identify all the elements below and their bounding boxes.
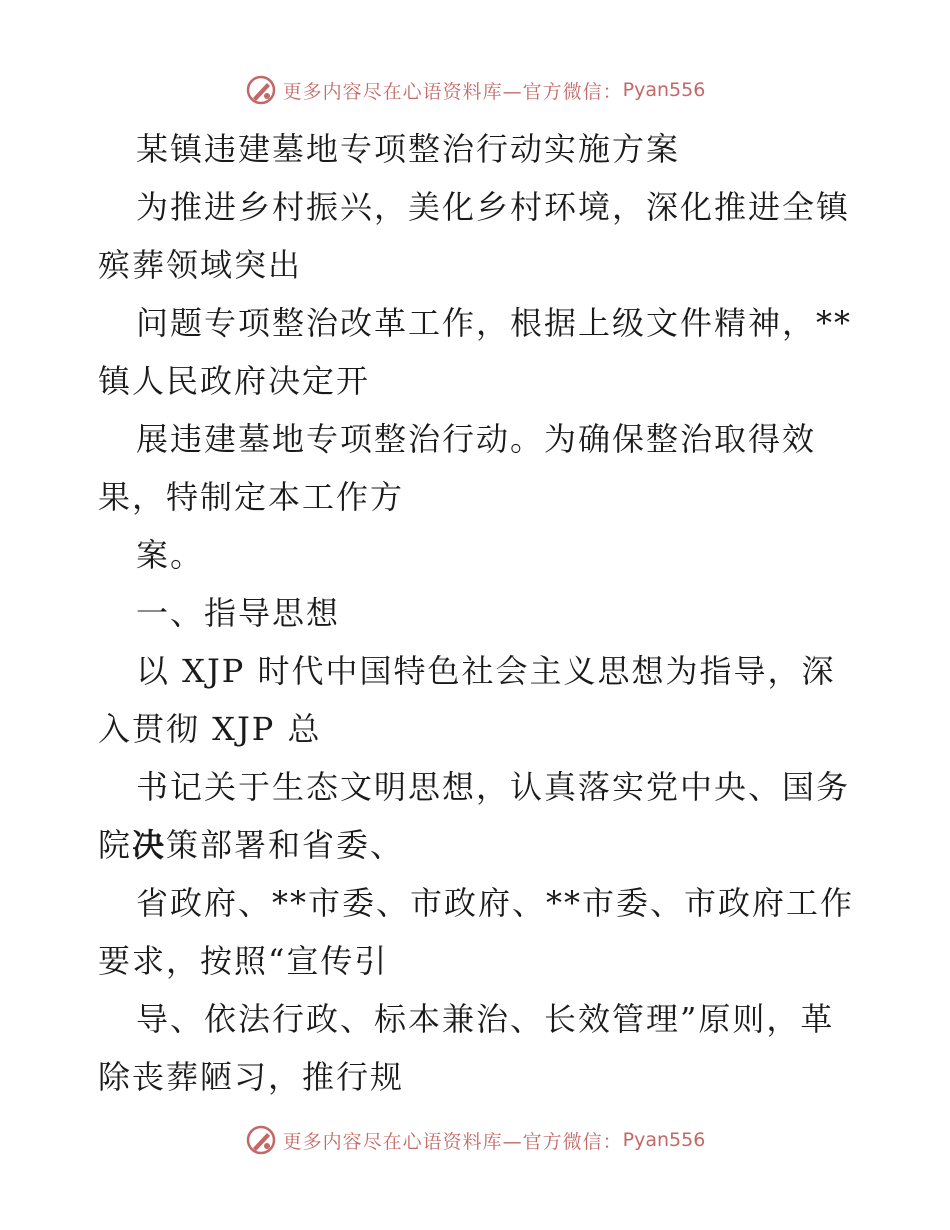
footer-watermark xyxy=(0,1120,950,1160)
paragraph-line: 镇人民政府决定开 xyxy=(98,362,371,400)
watermark-text: 更多内容尽在心语资料库—官方微信： xyxy=(282,1130,623,1153)
paragraph-line: 省政府、**市委、市政府、**市委、市政府工作 xyxy=(136,884,855,922)
document-title: 某镇违建墓地专项整治行动实施方案 xyxy=(136,130,681,168)
header-watermark xyxy=(0,70,950,110)
paragraph-line: 问题专项整治改革工作，根据上级文件精神，** xyxy=(136,304,853,342)
pen-logo-icon xyxy=(245,1124,277,1156)
paragraph-line: 果，特制定本工作方 xyxy=(98,478,405,516)
paragraph-line: 案。 xyxy=(136,536,205,574)
paragraph-line: 以 XJP 时代中国特色社会主义思想为指导，深 xyxy=(136,652,836,690)
paragraph-line xyxy=(98,816,404,874)
paragraph-line: 殡葬领域突出 xyxy=(98,246,303,284)
watermark-text: 更多内容尽在心语资料库—官方微信： xyxy=(282,80,623,103)
paragraph-line: 展违建墓地专项整治行动。为确保整治取得效 xyxy=(136,420,817,458)
paragraph-line: 入贯彻 XJP 总 xyxy=(98,710,322,748)
section-heading: 一、指导思想 xyxy=(136,594,341,632)
paragraph-line: 除丧葬陋习，推行规 xyxy=(98,1058,405,1096)
paragraph-line: 书记关于生态文明思想，认真落实党中央、国务 xyxy=(136,768,851,806)
paragraph-line: 要求，按照“宣传引 xyxy=(98,942,389,980)
text-segment: 策部署和省委、 xyxy=(166,826,405,864)
pen-logo-icon xyxy=(245,74,277,106)
bold-character: 决 xyxy=(132,826,167,864)
paragraph-line: 为推进乡村振兴，美化乡村环境，深化推进全镇 xyxy=(136,188,851,226)
watermark-wechat-id: Pyan556 xyxy=(622,1129,706,1151)
paragraph-line: 导、依法行政、标本兼治、长效管理”原则，革 xyxy=(136,1000,835,1038)
watermark-wechat-id: Pyan556 xyxy=(622,79,706,101)
text-segment: 院 xyxy=(98,826,133,864)
